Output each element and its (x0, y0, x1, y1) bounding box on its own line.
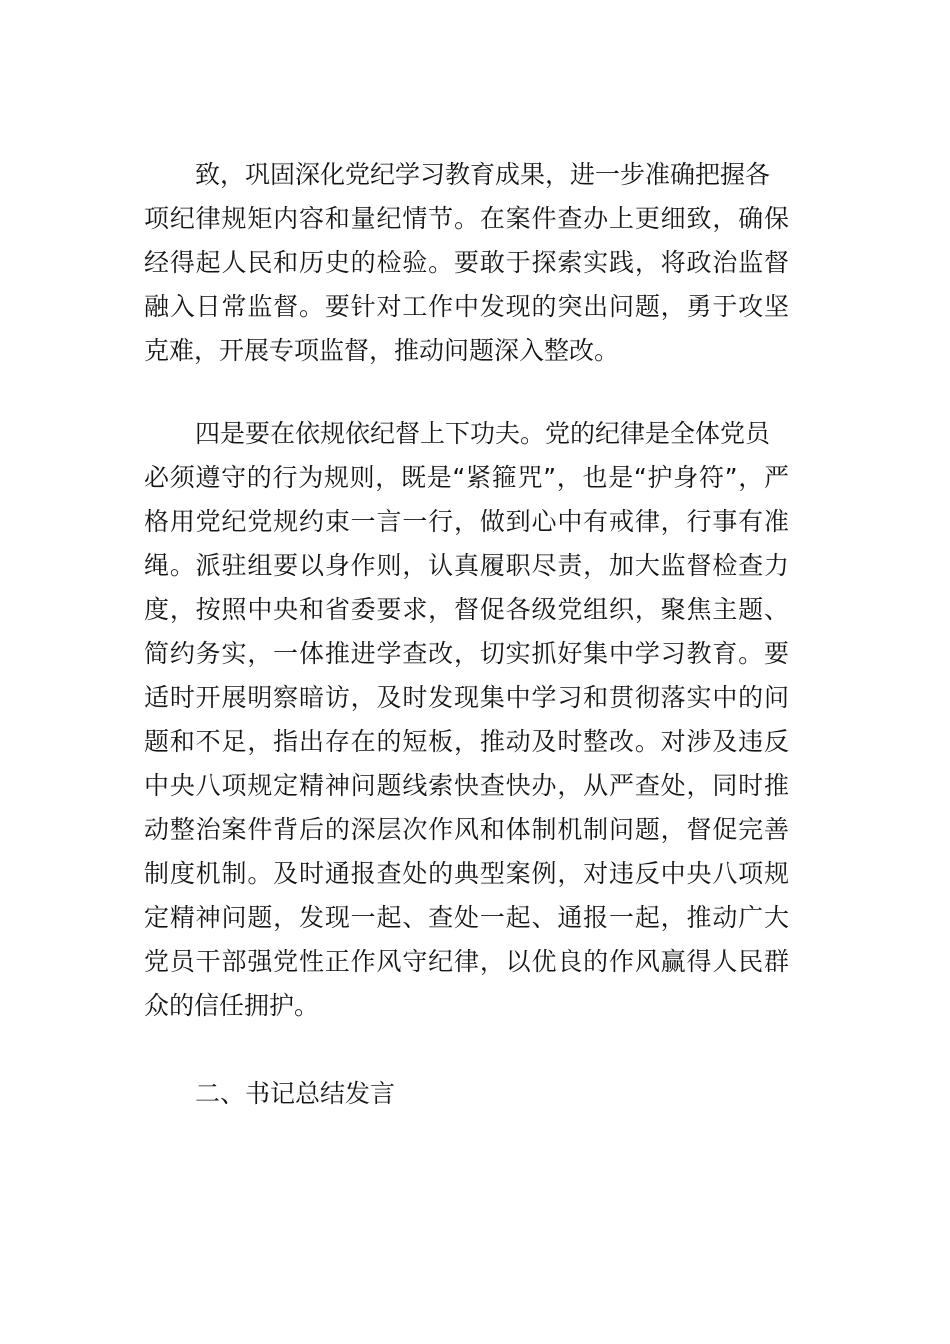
text-line: 动整治案件背后的深层次作风和体制机制问题，督促完善 (144, 815, 789, 844)
text-line: 致，巩固深化党纪学习教育成果，进一步准确把握各 (195, 160, 771, 189)
text-line: 简约务实，一体推进学查改，切实抓好集中学习教育。要 (144, 639, 789, 668)
text-line: 必须遵守的行为规则，既是“紧箍咒”，也是“护身符”，严 (144, 463, 789, 492)
text-line: 党员干部强党性正作风守纪律，以优良的作风赢得人民群 (144, 947, 789, 976)
text-line: 经得起人民和历史的检验。要敢于探索实践，将政治监督 (144, 248, 789, 277)
text-line: 克难，开展专项监督，推动问题深入整改。 (144, 336, 620, 365)
section-heading (144, 1072, 789, 1116)
text-line: 度，按照中央和省委要求，督促各级党组织，聚焦主题、 (144, 595, 789, 624)
text-line: 中央八项规定精神问题线索快查快办，从严查处，同时推 (144, 771, 789, 800)
section-heading-text: 二、书记总结发言 (195, 1079, 396, 1108)
text-line: 众的信任拥护。 (144, 991, 320, 1020)
paragraph-continuation (144, 153, 789, 373)
text-line: 适时开展明察暗访，及时发现集中学习和贯彻落实中的问 (144, 683, 789, 712)
text-line: 绳。派驻组要以身作则，认真履职尽责，加大监督检查力 (144, 551, 789, 580)
text-line: 制度机制。及时通报查处的典型案例，对违反中央八项规 (144, 859, 789, 888)
text-line: 题和不足，指出存在的短板，推动及时整改。对涉及违反 (144, 727, 789, 756)
text-line: 定精神问题，发现一起、查处一起、通报一起，推动广大 (144, 903, 789, 932)
text-line: 融入日常监督。要针对工作中发现的突出问题，勇于攻坚 (144, 292, 789, 321)
paragraph-discipline (144, 412, 789, 1028)
text-line: 格用党纪党规约束一言一行，做到心中有戒律，行事有准 (144, 507, 789, 536)
text-line: 项纪律规矩内容和量纪情节。在案件查办上更细致，确保 (144, 204, 789, 233)
text-line: 四是要在依规依纪督上下功夫。党的纪律是全体党员 (195, 419, 771, 448)
